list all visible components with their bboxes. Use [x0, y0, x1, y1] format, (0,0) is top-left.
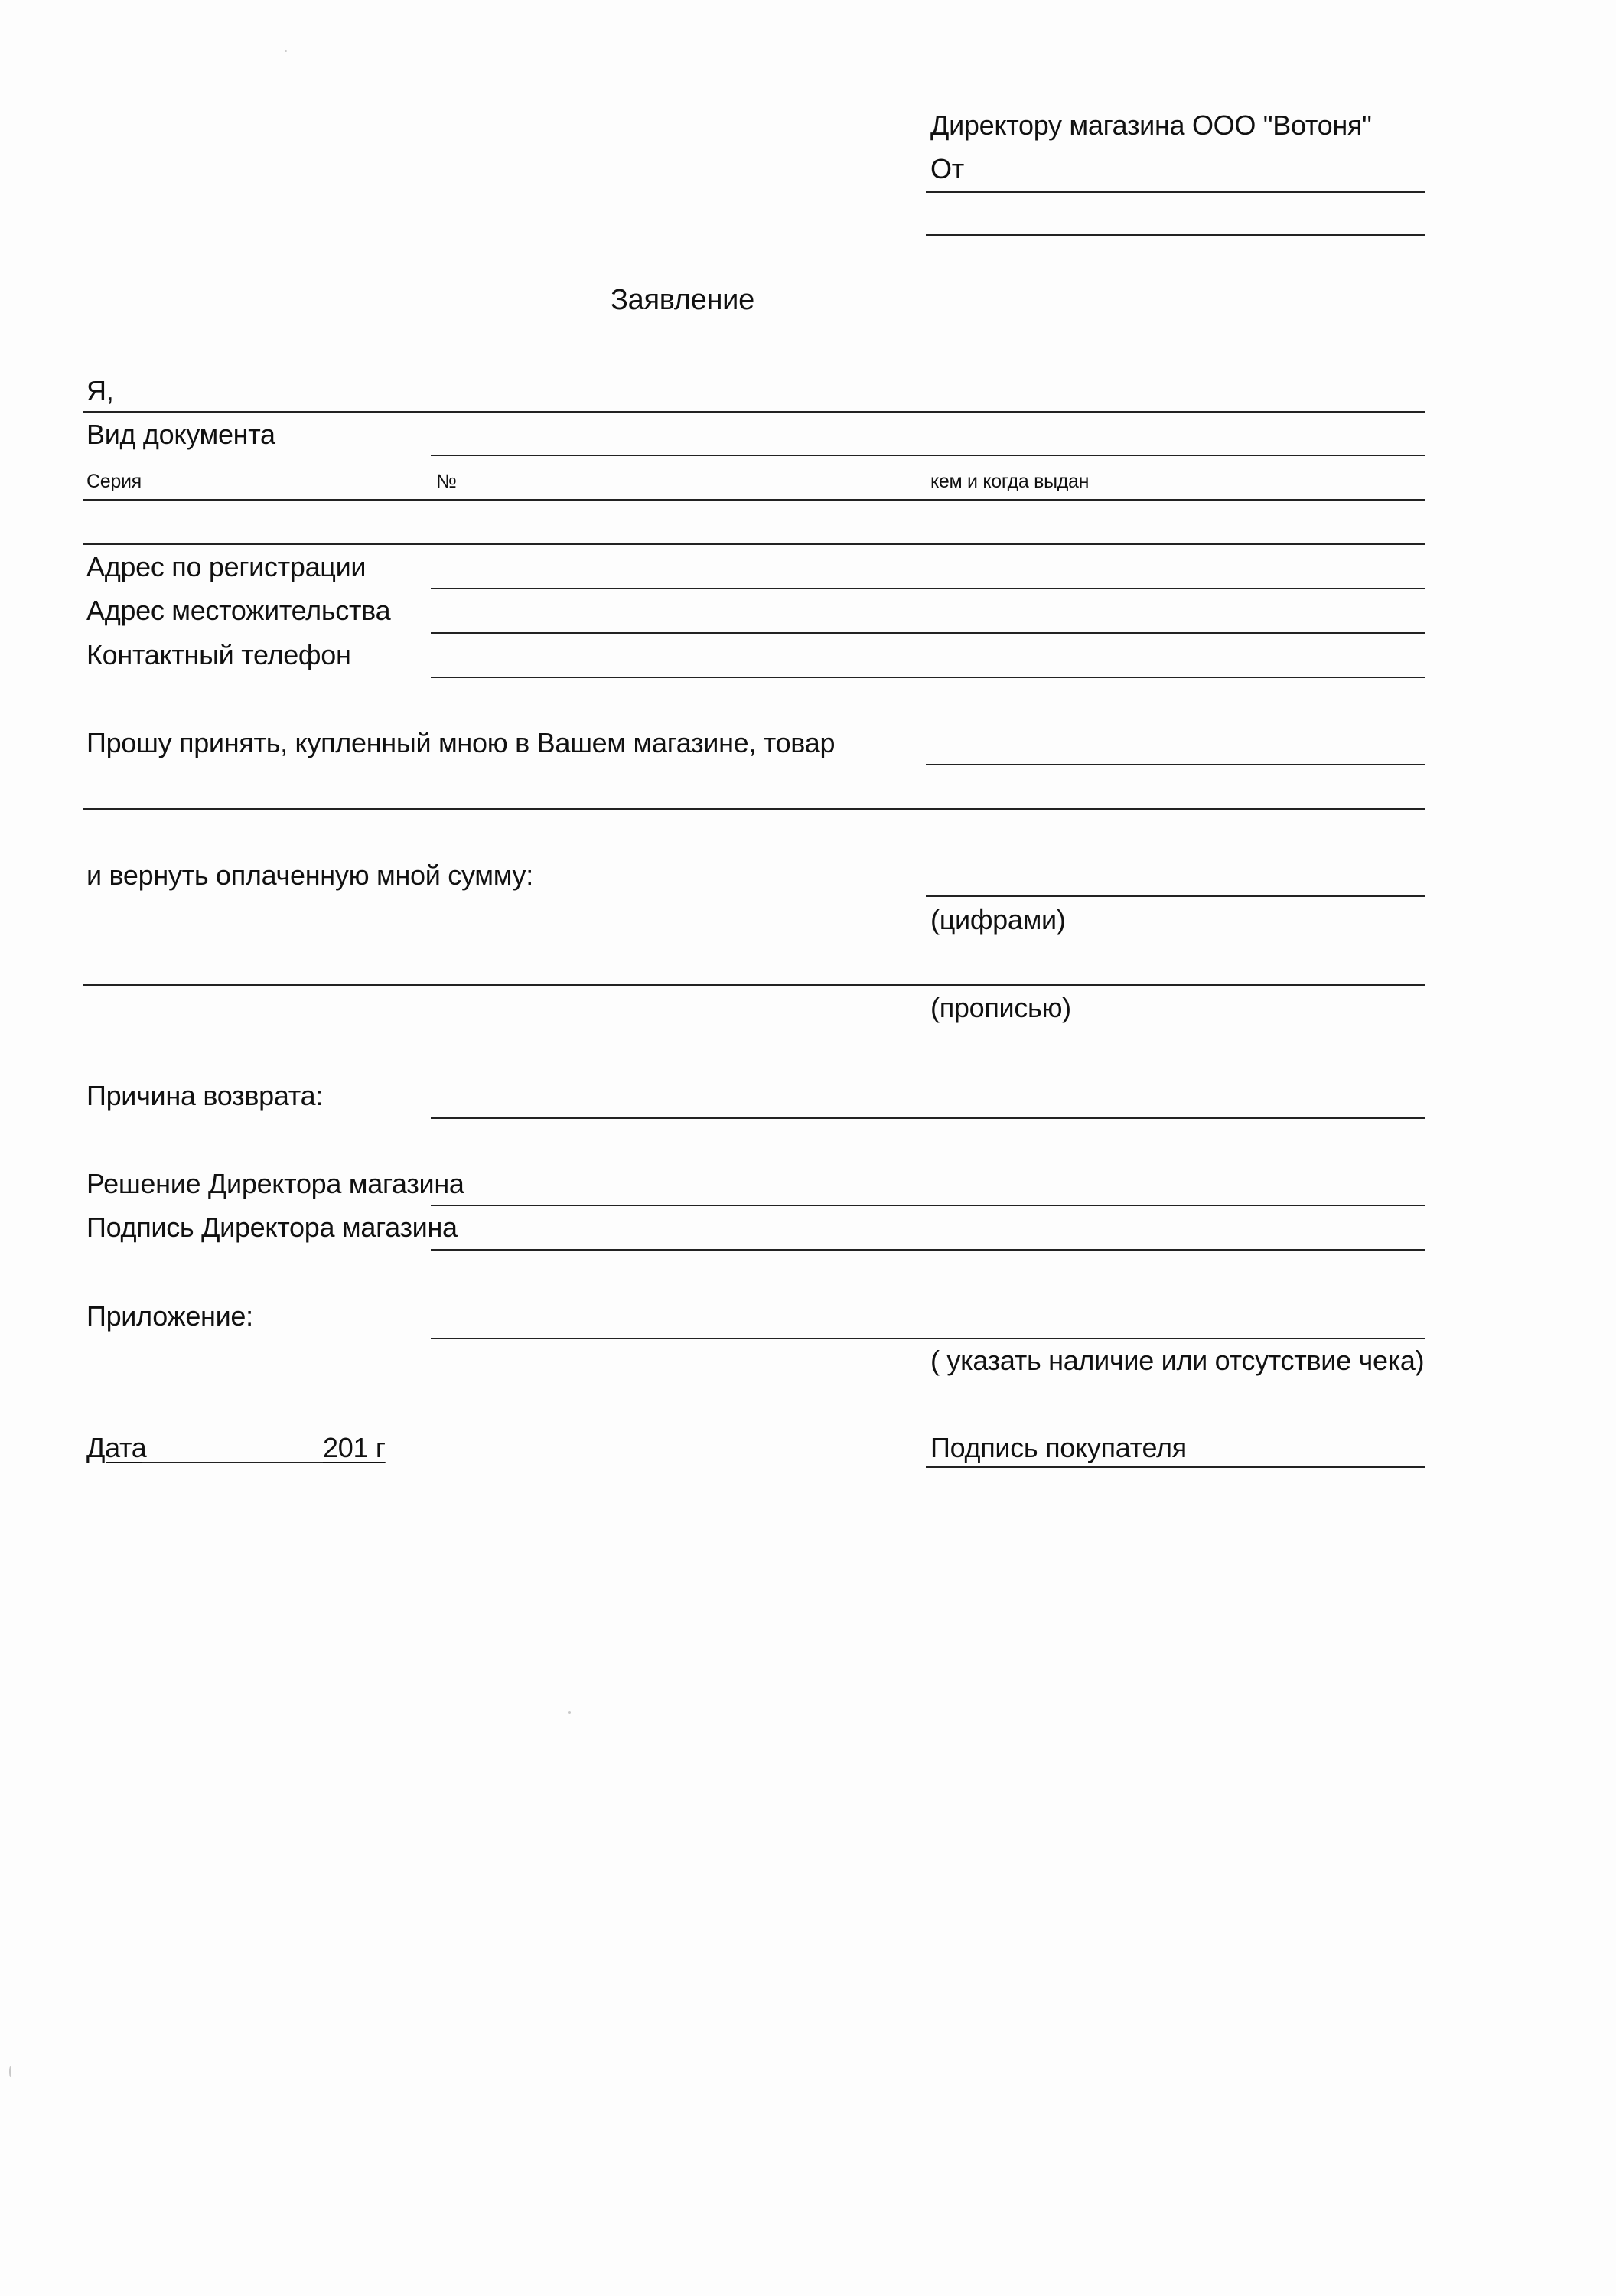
reason-field[interactable] [431, 1091, 1425, 1119]
attachment-hint: ( указать наличие или отсутствие чека) [930, 1345, 1425, 1376]
year-text: 201 г [323, 1432, 386, 1463]
digits-hint: (цифрами) [930, 904, 1066, 935]
refund-request-text: и вернуть оплаченную мной сумму: [86, 859, 533, 891]
director-signature-label: Подпись Директора магазина [86, 1212, 458, 1243]
i-label: Я, [86, 375, 114, 406]
residence-address-field[interactable] [431, 606, 1425, 634]
date-field[interactable] [142, 1436, 323, 1463]
from-field-continued[interactable] [926, 208, 1425, 236]
doc-type-field[interactable] [431, 429, 1425, 456]
series-number-issued-field[interactable] [83, 473, 1425, 501]
attachment-field[interactable] [431, 1312, 1425, 1339]
director-decision-field[interactable] [431, 1179, 1425, 1206]
reason-label: Причина возврата: [86, 1080, 324, 1111]
date-label: Дата [86, 1432, 147, 1463]
scan-speck [9, 2066, 11, 2077]
director-signature-field[interactable] [431, 1223, 1425, 1251]
issued-by-field-continued[interactable] [83, 517, 1425, 545]
issued-by-label: кем и когда выдан [930, 471, 1090, 492]
phone-label: Контактный телефон [86, 639, 351, 670]
product-field-continued[interactable] [83, 782, 1425, 810]
from-field[interactable] [926, 165, 1425, 193]
doc-type-label: Вид документа [86, 419, 275, 450]
reg-address-field[interactable] [431, 562, 1425, 589]
phone-field[interactable] [431, 651, 1425, 678]
scan-speck [285, 50, 287, 52]
product-field[interactable] [926, 738, 1425, 765]
amount-words-field[interactable] [83, 958, 1425, 986]
series-label: Серия [86, 471, 142, 492]
director-decision-label: Решение Директора магазина [86, 1168, 464, 1199]
accept-request-text: Прошу принять, купленный мною в Вашем магазине, товар [86, 727, 836, 758]
buyer-signature-field[interactable] [926, 1440, 1425, 1468]
amount-digits-field[interactable] [926, 869, 1425, 897]
recipient-line: Директору магазина ООО "Вотоня" [930, 109, 1372, 141]
residence-address-label: Адрес местожительства [86, 595, 391, 626]
document-title: Заявление [611, 284, 754, 316]
buyer-signature-label: Подпись покупателя [930, 1432, 1187, 1463]
full-name-field[interactable] [83, 385, 1425, 413]
attachment-label: Приложение: [86, 1300, 253, 1332]
number-label: № [436, 471, 457, 492]
reg-address-label: Адрес по регистрации [86, 551, 367, 582]
words-hint: (прописью) [930, 992, 1071, 1023]
from-label: От [930, 153, 964, 184]
scan-speck [568, 1711, 571, 1714]
